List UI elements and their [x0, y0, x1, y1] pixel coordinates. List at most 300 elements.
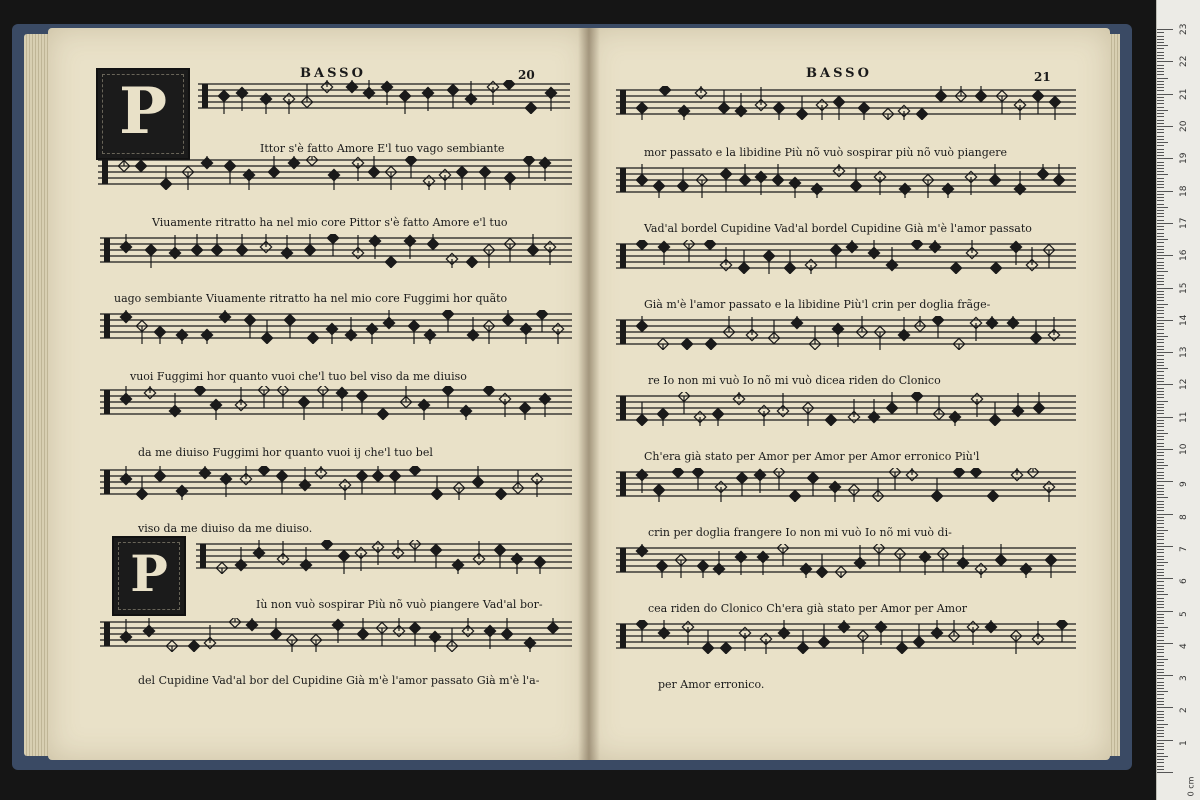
ruler-tick	[1157, 753, 1164, 754]
ruler-tick	[1157, 423, 1164, 424]
ruler-tick	[1157, 365, 1164, 366]
ruler-tick	[1157, 136, 1164, 137]
ruler-tick	[1157, 310, 1164, 311]
ruler-tick	[1157, 646, 1164, 647]
ruler-tick	[1157, 36, 1164, 37]
ruler-tick	[1157, 562, 1168, 563]
staff	[196, 540, 572, 574]
ruler-tick	[1157, 100, 1164, 101]
ruler-tick	[1157, 204, 1164, 205]
ruler-tick	[1157, 585, 1164, 586]
ruler-tick	[1157, 701, 1164, 702]
staff	[616, 164, 1076, 198]
lyric-line: per Amor erronico.	[658, 678, 765, 691]
ruler-tick	[1157, 649, 1164, 650]
ruler-tick	[1157, 659, 1168, 660]
ruler-tick	[1157, 317, 1164, 318]
ruler-tick	[1157, 271, 1168, 272]
staff	[616, 392, 1076, 426]
ruler-tick	[1157, 514, 1173, 515]
ruler-tick	[1157, 546, 1173, 547]
lyric-line: uago sembiante Viuamente ritratto ha nel mio core Fuggimi hor quãto	[114, 292, 508, 305]
ruler-tick	[1157, 313, 1164, 314]
ruler-tick	[1157, 297, 1164, 298]
ruler-tick	[1157, 346, 1164, 347]
ruler-tick	[1157, 698, 1164, 699]
ruler-tick	[1157, 656, 1164, 657]
ruler-tick	[1157, 278, 1164, 279]
lyric-line: mor passato e la libidine Più nõ vuò sospirar più nõ vuò piangere	[644, 146, 1008, 159]
ruler-tick	[1157, 581, 1164, 582]
ruler-tick	[1157, 149, 1164, 150]
ruler-tick	[1157, 187, 1164, 188]
ruler-tick	[1157, 375, 1164, 376]
ruler-tick	[1157, 543, 1164, 544]
ruler-tick	[1157, 65, 1164, 66]
ruler-tick	[1157, 675, 1173, 676]
ruler-label: 11	[1179, 411, 1189, 423]
ruler-tick	[1157, 523, 1164, 524]
ruler-tick	[1157, 45, 1168, 46]
ruler-tick	[1157, 691, 1168, 692]
ruler-tick	[1157, 55, 1164, 56]
lyric-line: viso da me diuiso da me diuiso.	[138, 522, 313, 535]
ruler-tick	[1157, 78, 1168, 79]
ruler-tick	[1157, 74, 1164, 75]
ruler-tick	[1157, 58, 1164, 59]
ruler-tick	[1157, 762, 1164, 763]
ruler-tick	[1157, 178, 1164, 179]
ruler-tick	[1157, 342, 1164, 343]
decorated-initial	[96, 68, 190, 160]
ruler-tick	[1157, 236, 1164, 237]
ruler-label: 10	[1179, 443, 1189, 455]
ruler-tick	[1157, 397, 1164, 398]
ruler-tick	[1157, 288, 1173, 289]
lyric-line: Ch'era già stato per Amor per Amor per Amor erronico Più'l	[644, 450, 980, 463]
ruler-label: 2	[1179, 707, 1189, 714]
lyric-line: da me diuiso Fuggimi hor quanto vuoi ij che'l tuo bel	[138, 446, 433, 459]
lyric-line: Ittor s'è fatto Amore E'l tuo vago sembiante	[260, 142, 505, 155]
ruler-tick	[1157, 71, 1164, 72]
ruler-tick	[1157, 103, 1164, 104]
ruler-unit: 0 cm	[1186, 776, 1196, 797]
ruler-tick	[1157, 410, 1164, 411]
ruler-tick	[1157, 362, 1164, 363]
ruler-tick	[1157, 640, 1164, 641]
ruler-tick	[1157, 510, 1164, 511]
ruler-tick	[1157, 359, 1164, 360]
ruler-tick	[1157, 452, 1164, 453]
ruler-tick	[1157, 29, 1173, 30]
ruler-tick	[1157, 210, 1164, 211]
ruler-tick	[1157, 255, 1173, 256]
ruler-tick	[1157, 381, 1164, 382]
ruler-tick	[1157, 643, 1173, 644]
lyric-line: Già m'è l'amor passato e la libidine Più'l crin per doglia frãge-	[644, 298, 991, 311]
ruler-tick	[1157, 556, 1164, 557]
ruler-tick	[1157, 42, 1164, 43]
ruler-tick	[1157, 669, 1164, 670]
ruler-label: 22	[1179, 55, 1189, 68]
ruler-tick	[1157, 472, 1164, 473]
ruler-tick	[1157, 349, 1164, 350]
ruler-tick	[1157, 707, 1173, 708]
ruler-tick	[1157, 678, 1164, 679]
ruler-tick	[1157, 623, 1164, 624]
staff	[616, 544, 1076, 578]
ruler-tick	[1157, 265, 1164, 266]
ruler-tick	[1157, 294, 1164, 295]
ruler-tick	[1157, 627, 1168, 628]
ruler-tick	[1157, 717, 1164, 718]
ruler-tick	[1157, 578, 1173, 579]
ruler-tick	[1157, 87, 1164, 88]
ruler-tick	[1157, 743, 1164, 744]
ruler-tick	[1157, 714, 1164, 715]
ruler-tick	[1157, 446, 1164, 447]
ruler-tick	[1157, 281, 1164, 282]
ruler-label: 13	[1179, 346, 1189, 359]
ruler-tick	[1157, 155, 1164, 156]
staff	[100, 310, 572, 344]
ruler-tick	[1157, 665, 1164, 666]
ruler-tick	[1157, 565, 1164, 566]
staff	[616, 468, 1076, 502]
ruler-tick	[1157, 746, 1164, 747]
ruler-tick	[1157, 258, 1164, 259]
ruler-tick	[1157, 569, 1164, 570]
ruler-tick	[1157, 323, 1164, 324]
initial-letter: P	[130, 544, 168, 603]
lyric-line: crin per doglia frangere Io non mi vuò Io nõ mi vuò di-	[648, 526, 952, 539]
ruler-tick	[1157, 417, 1173, 418]
ruler-tick	[1157, 720, 1164, 721]
staff	[100, 466, 572, 500]
ruler-tick	[1157, 572, 1164, 573]
ruler-tick	[1157, 430, 1164, 431]
ruler-tick	[1157, 339, 1164, 340]
ruler-tick	[1157, 116, 1164, 117]
ruler-tick	[1157, 174, 1168, 175]
right-page-number: 21	[1034, 70, 1051, 84]
ruler-tick	[1157, 333, 1164, 334]
ruler-label: 16	[1179, 249, 1189, 262]
ruler-tick	[1157, 611, 1173, 612]
ruler-label: 4	[1179, 643, 1189, 649]
ruler-label: 6	[1179, 578, 1189, 585]
left-page	[48, 28, 588, 760]
ruler-tick	[1157, 220, 1164, 221]
ruler-tick	[1157, 171, 1164, 172]
lyric-line: Vad'al bordel Cupidine Vad'al bordel Cupidine Già m'è l'amor passato	[644, 222, 1032, 235]
ruler-tick	[1157, 420, 1164, 421]
ruler-tick	[1157, 97, 1164, 98]
ruler-tick	[1157, 388, 1164, 389]
ruler-tick	[1157, 200, 1164, 201]
lyric-line: del Cupidine Vad'al bor del Cupidine Già m'è l'amor passato Già m'è l'a-	[138, 674, 540, 687]
ruler-tick	[1157, 549, 1164, 550]
ruler-label: 15	[1179, 282, 1189, 294]
ruler-tick	[1157, 614, 1164, 615]
ruler-tick	[1157, 223, 1173, 224]
ruler-label: 12	[1179, 378, 1189, 391]
ruler-tick	[1157, 772, 1173, 773]
ruler-tick	[1157, 81, 1164, 82]
ruler-tick	[1157, 394, 1164, 395]
ruler-tick	[1157, 749, 1164, 750]
ruler-tick	[1157, 636, 1164, 637]
ruler-label: 9	[1179, 481, 1189, 488]
ruler-tick	[1157, 766, 1164, 767]
lyric-line: vuoi Fuggimi hor quanto vuoi che'l tuo bel viso da me diuiso	[130, 370, 467, 383]
ruler-tick	[1157, 268, 1164, 269]
ruler-label: 21	[1179, 88, 1189, 100]
ruler-tick	[1157, 378, 1164, 379]
ruler-tick	[1157, 401, 1168, 402]
right-header: BASSO	[806, 66, 872, 81]
ruler-tick	[1157, 704, 1164, 705]
ruler-tick	[1157, 740, 1173, 741]
ruler-tick	[1157, 724, 1168, 725]
ruler-tick	[1157, 165, 1164, 166]
ruler-tick	[1157, 304, 1168, 305]
ruler-tick	[1157, 226, 1164, 227]
ruler-tick	[1157, 229, 1164, 230]
ruler-tick	[1157, 391, 1164, 392]
ruler-tick	[1157, 184, 1164, 185]
ruler-tick	[1157, 494, 1164, 495]
staff	[100, 234, 572, 268]
ruler-tick	[1157, 443, 1164, 444]
ruler-tick	[1157, 326, 1164, 327]
ruler-tick	[1157, 594, 1168, 595]
lyric-line: Iù non vuò sospirar Più nõ vuò piangere Vad'al bor-	[256, 598, 543, 611]
ruler-tick	[1157, 262, 1164, 263]
ruler-tick	[1157, 485, 1164, 486]
left-page-number: 20	[518, 68, 535, 82]
ruler-tick	[1157, 239, 1168, 240]
ruler-tick	[1157, 488, 1164, 489]
ruler-tick	[1157, 630, 1164, 631]
ruler-tick	[1157, 120, 1164, 121]
ruler-label: 19	[1179, 152, 1189, 165]
ruler-tick	[1157, 194, 1164, 195]
staff	[198, 80, 570, 114]
ruler-label: 23	[1179, 23, 1189, 36]
ruler-tick	[1157, 759, 1164, 760]
ruler-tick	[1157, 39, 1164, 40]
ruler-tick	[1157, 439, 1164, 440]
ruler-tick	[1157, 110, 1168, 111]
ruler-tick	[1157, 107, 1164, 108]
ruler-label: 5	[1179, 610, 1189, 617]
ruler-tick	[1157, 84, 1164, 85]
ruler-tick	[1157, 94, 1173, 95]
ruler-tick	[1157, 620, 1164, 621]
ruler-tick	[1157, 436, 1164, 437]
ruler-tick	[1157, 633, 1164, 634]
ruler-tick	[1157, 162, 1164, 163]
lyric-line: cea riden do Clonico Ch'era già stato per Amor per Amor	[648, 602, 967, 615]
ruler-tick	[1157, 688, 1164, 689]
ruler-tick	[1157, 233, 1164, 234]
ruler-tick	[1157, 449, 1173, 450]
ruler-tick	[1157, 672, 1164, 673]
ruler-tick	[1157, 90, 1164, 91]
ruler-tick	[1157, 320, 1173, 321]
ruler-tick	[1157, 139, 1164, 140]
ruler-tick	[1157, 711, 1164, 712]
ruler-tick	[1157, 426, 1164, 427]
ruler-tick	[1157, 355, 1164, 356]
ruler-tick	[1157, 465, 1168, 466]
ruler-tick	[1157, 733, 1164, 734]
ruler-tick	[1157, 384, 1173, 385]
ruler-tick	[1157, 685, 1164, 686]
ruler-tick	[1157, 617, 1164, 618]
ruler-tick	[1157, 736, 1164, 737]
ruler-tick	[1157, 652, 1164, 653]
staff	[616, 86, 1076, 120]
ruler-tick	[1157, 527, 1164, 528]
left-header: BASSO	[300, 66, 366, 81]
ruler-tick	[1157, 575, 1164, 576]
ruler-tick	[1157, 126, 1173, 127]
ruler-tick	[1157, 491, 1164, 492]
ruler-tick	[1157, 48, 1164, 49]
staff	[616, 316, 1076, 350]
ruler-tick	[1157, 407, 1164, 408]
ruler-tick	[1157, 588, 1164, 589]
ruler-tick	[1157, 168, 1164, 169]
measuring-ruler	[1156, 0, 1200, 800]
ruler-tick	[1157, 329, 1164, 330]
initial-letter: P	[118, 74, 168, 149]
ruler-tick	[1157, 662, 1164, 663]
ruler-label: 14	[1179, 314, 1189, 326]
ruler-tick	[1157, 68, 1164, 69]
ruler-tick	[1157, 300, 1164, 301]
ruler-tick	[1157, 433, 1168, 434]
ruler-tick	[1157, 246, 1164, 247]
ruler-tick	[1157, 756, 1168, 757]
ruler-tick	[1157, 559, 1164, 560]
ruler-tick	[1157, 352, 1173, 353]
ruler-tick	[1157, 213, 1164, 214]
ruler-tick	[1157, 61, 1173, 62]
ruler-label: 3	[1179, 675, 1189, 682]
ruler-tick	[1157, 727, 1164, 728]
ruler-tick	[1157, 152, 1164, 153]
ruler-tick	[1157, 404, 1164, 405]
ruler-tick	[1157, 507, 1164, 508]
staff	[100, 618, 572, 652]
ruler-tick	[1157, 132, 1164, 133]
ruler-tick	[1157, 591, 1164, 592]
ruler-tick	[1157, 275, 1164, 276]
ruler-tick	[1157, 536, 1164, 537]
ruler-tick	[1157, 181, 1164, 182]
staff	[98, 156, 572, 190]
ruler-tick	[1157, 197, 1164, 198]
ruler-tick	[1157, 191, 1173, 192]
ruler-tick	[1157, 552, 1164, 553]
ruler-tick	[1157, 497, 1168, 498]
ruler-tick	[1157, 252, 1164, 253]
ruler-tick	[1157, 368, 1168, 369]
staff	[616, 240, 1076, 274]
ruler-tick	[1157, 462, 1164, 463]
ruler-tick	[1157, 459, 1164, 460]
page-edge-left	[24, 34, 50, 756]
ruler-label: 18	[1179, 185, 1189, 197]
ruler-tick	[1157, 158, 1173, 159]
ruler-tick	[1157, 475, 1164, 476]
ruler-tick	[1157, 481, 1173, 482]
ruler-tick	[1157, 694, 1164, 695]
ruler-tick	[1157, 682, 1164, 683]
staff	[100, 386, 572, 420]
ruler-tick	[1157, 468, 1164, 469]
ruler-tick	[1157, 284, 1164, 285]
ruler-tick	[1157, 32, 1164, 33]
ruler-label: 17	[1179, 217, 1189, 229]
ruler-tick	[1157, 113, 1164, 114]
ruler-tick	[1157, 455, 1164, 456]
ruler-tick	[1157, 336, 1168, 337]
lyric-line: re Io non mi vuò Io nõ mi vuò dicea riden do Clonico	[648, 374, 941, 387]
ruler-tick	[1157, 242, 1164, 243]
ruler-tick	[1157, 598, 1164, 599]
ruler-label: 1	[1179, 739, 1189, 746]
staff	[616, 620, 1076, 654]
ruler-tick	[1157, 517, 1164, 518]
ruler-tick	[1157, 769, 1164, 770]
ruler-tick	[1157, 142, 1168, 143]
ruler-tick	[1157, 123, 1164, 124]
ruler-tick	[1157, 533, 1164, 534]
ruler-tick	[1157, 307, 1164, 308]
ruler-label: 7	[1179, 546, 1189, 552]
ruler-tick	[1157, 730, 1164, 731]
gutter-shadow	[578, 28, 600, 760]
ruler-tick	[1157, 371, 1164, 372]
ruler-tick	[1157, 530, 1168, 531]
lyric-line: Viuamente ritratto ha nel mio core Pittor s'è fatto Amore e'l tuo	[152, 216, 508, 229]
ruler-tick	[1157, 291, 1164, 292]
ruler-label: 20	[1179, 120, 1189, 132]
ruler-tick	[1157, 207, 1168, 208]
ruler-tick	[1157, 601, 1164, 602]
ruler-tick	[1157, 504, 1164, 505]
ruler-tick	[1157, 604, 1164, 605]
ruler-tick	[1157, 52, 1164, 53]
ruler-tick	[1157, 478, 1164, 479]
ruler-tick	[1157, 216, 1164, 217]
ruler-tick	[1157, 520, 1164, 521]
ruler-label: 8	[1179, 513, 1189, 520]
right-page	[588, 28, 1110, 760]
ruler-tick	[1157, 539, 1164, 540]
decorated-initial	[112, 536, 186, 616]
ruler-tick	[1157, 145, 1164, 146]
ruler-tick	[1157, 607, 1164, 608]
ruler-tick	[1157, 249, 1164, 250]
ruler-tick	[1157, 501, 1164, 502]
ruler-tick	[1157, 129, 1164, 130]
ruler-tick	[1157, 413, 1164, 414]
